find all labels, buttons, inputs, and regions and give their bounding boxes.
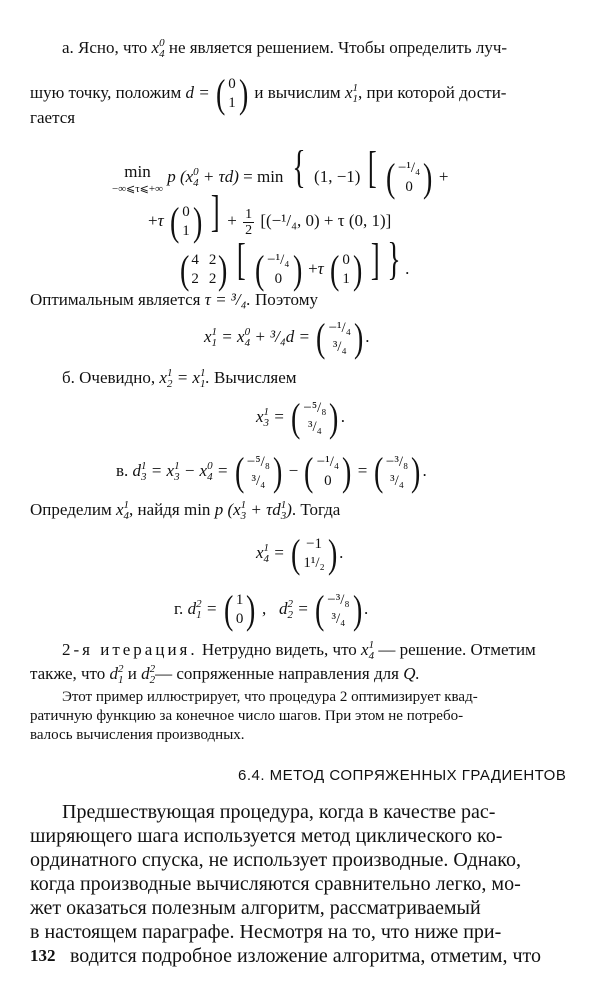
optimal-line <box>30 290 318 310</box>
text: Оптимальным является <box>30 290 201 309</box>
tau-value: τ = ³/₄. <box>204 290 251 309</box>
fraction-half: $\frac{1}{2}$ <box>245 206 253 238</box>
matrix-Q: ( 4 2 2 2 ) <box>179 247 228 293</box>
text: Вычисляем <box>213 368 297 387</box>
note-line-1: Этот пример иллюстрирует, что процедура 2 оптимизирует квад- <box>62 689 478 705</box>
text: — сопряженные направления для <box>155 664 399 683</box>
row-vector: (1, −1) <box>314 167 361 186</box>
determine-result: x 1 4 = ( −1 1¹/₂ ) . <box>256 531 344 576</box>
body-line-1: Предшествующая процедура, когда в качестве рас- <box>62 801 496 823</box>
lhs: p (x <box>167 167 194 186</box>
vector-a: ( −¹/₄ 0 ) <box>385 155 433 201</box>
body-line-2: ширяющего шага используется метод циклического ко- <box>30 825 503 847</box>
vector-x4: ( −1 1¹/₂ ) <box>291 531 338 576</box>
label: в. <box>116 460 129 480</box>
page-number: 132 <box>30 946 56 965</box>
text: Нетрудно видеть, что <box>201 640 357 659</box>
text: , найдя min <box>129 500 211 519</box>
body-line-5: жет оказаться полезным алгоритм, рассматриваемый <box>30 897 481 919</box>
vector-x1: ( −¹/₄ ³/₄ ) <box>316 315 364 360</box>
label: г. <box>174 598 184 618</box>
vector-d: ( 0 1 ) <box>215 71 249 116</box>
vector-x3: ( −⁵/₈ ³/₄ ) <box>291 395 339 440</box>
body-line-6: в настоящем параграфе. Несмотря на то, что ниже при- <box>30 921 502 943</box>
para-g-formula: г. d 2 1 = ( 1 0 ) , d 2 2 = ( −³/₈ ³/₄ ) . <box>174 587 369 632</box>
vector-v3: ( −³/₈ ³/₄ ) <box>373 449 421 494</box>
text: шую точку, положим <box>30 82 182 102</box>
body-line-3: ординатного спуска, не использует производные. Однако, <box>30 849 521 871</box>
text: , при которой дости- <box>357 82 507 102</box>
formula-min-row-1: min −∞⩽τ⩽+∞ p (x 0 4 + τd) = min { (1, −1) [ ( −¹/₄ 0 ) + <box>112 141 449 201</box>
text: б. Очевидно, <box>62 368 156 387</box>
math-x4-0: x 0 4 <box>151 37 165 61</box>
vector-b: ( 0 1 ) <box>169 199 203 245</box>
para-v-formula: в. d 1 3 = x 1 3 − x 0 4 = ( −⁵/₈ ³/₄ ) − ( −¹/₄ 0 ) = ( −³/₈ ³/₄ ) . <box>116 449 427 494</box>
tau: τ <box>157 211 164 230</box>
math-x1-1: x 1 1 <box>344 82 358 105</box>
min-label: min <box>124 162 151 182</box>
text: водится подробное изложение алгоритма, отметим, что <box>70 945 541 967</box>
text: и вычислим <box>254 82 341 102</box>
optimal-result: x 1 1 = x 0 4 + ³/₄d = ( −¹/₄ ³/₄ ) . <box>204 315 370 360</box>
math-d: d = <box>185 82 214 102</box>
formula-min-row-2: +τ ( 0 1 ) ] + $\frac{1}{2}$ [(−¹/₄, 0) + τ (0, 1)] <box>148 187 392 245</box>
vector-d22: ( −³/₈ ³/₄ ) <box>314 587 362 632</box>
vector-d21: ( 1 0 ) <box>223 587 256 632</box>
text: и <box>127 664 137 683</box>
para-a-line-3: гается <box>30 108 76 127</box>
determine-line: Определим x 1 4 , найдя min p (x 1 3 + τd 1 3 ). Тогда <box>30 499 341 523</box>
text: не является решением. Чтобы определить луч- <box>168 38 508 57</box>
text: — решение. Отметим <box>378 640 536 659</box>
eq-min: = min <box>243 167 284 186</box>
para-a-line-2 <box>30 71 507 116</box>
body-line-7 <box>30 942 541 970</box>
bracket-expr: [(−¹/₄, 0) + τ (0, 1)] <box>260 211 392 230</box>
section-heading: 6.4. МЕТОД СОПРЯЖЕННЫХ ГРАДИЕНТОВ <box>238 767 567 784</box>
min-range: −∞⩽τ⩽+∞ <box>112 183 163 196</box>
note-line-3: валось вычисления производных. <box>30 727 245 743</box>
body-line-4: когда производные вычисляются сравнительно легко, мо- <box>30 873 521 895</box>
iteration-line-2: также, что d 2 1 и d 2 2 — сопряженные направления для Q. <box>30 663 420 687</box>
plus: + <box>438 167 449 186</box>
text: Q. <box>403 664 420 683</box>
note-line-2: ратичную функцию за конечное число шагов. При этом не потребо- <box>30 708 464 724</box>
text: также, что <box>30 664 106 683</box>
text: а. Ясно, что <box>62 38 148 57</box>
vector-v1: ( −⁵/₈ ³/₄ ) <box>234 449 283 494</box>
text: . Тогда <box>291 500 341 519</box>
text: Определим <box>30 500 112 519</box>
vec-bot: 1 <box>228 95 236 111</box>
para-b-result: x 1 3 = ( −⁵/₈ ³/₄ ) . <box>256 395 346 440</box>
bracket-close: ] <box>211 187 221 236</box>
vector-e: ( 0 1 ) <box>330 247 363 293</box>
plus: + <box>148 211 158 230</box>
text: 2-я итерация. <box>62 640 198 659</box>
text: Поэтому <box>255 290 318 309</box>
vec-top: 0 <box>228 76 236 92</box>
x4-0-idx: 0 4 <box>193 166 199 190</box>
iteration-line-1: 2-я итерация. Нетрудно видеть, что x 1 4 — решение. Отметим <box>62 639 536 663</box>
vector-v2: ( −¹/₄ 0 ) <box>304 449 352 494</box>
brace-open: { <box>292 141 306 192</box>
para-a-line-1 <box>62 38 507 60</box>
bracket-open: [ <box>367 143 377 192</box>
para-b-line: б. Очевидно, x 1 2 = x 1 1 . Вычисляем <box>62 367 297 391</box>
formula-min-row-3: ( 4 2 2 2 ) [ ( −¹/₄ 0 ) +τ ( 0 1 ) ] } . <box>179 233 410 293</box>
vector-c: ( −¹/₄ 0 ) <box>254 247 302 293</box>
